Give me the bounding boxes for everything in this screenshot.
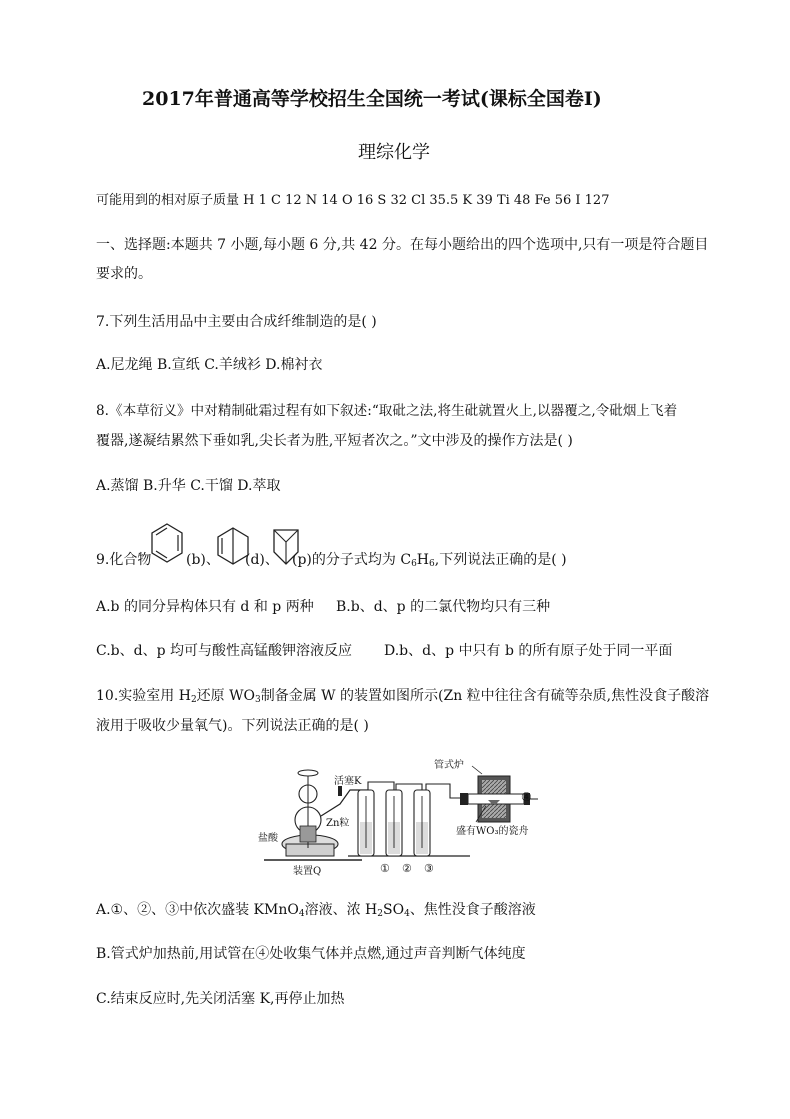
q7-stem: 7.下列生活用品中主要由合成纤维制造的是( ) [96, 314, 377, 330]
q10-option-a-sub3: 4 [404, 909, 410, 919]
apparatus-figure [250, 760, 540, 870]
figure-label-furnace: 管式炉 [434, 760, 464, 771]
figure-label-acid: 盐酸 [258, 833, 278, 844]
q10-option-a-sub2: 2 [377, 909, 383, 919]
atomic-masses: 可能用到的相对原子质量 H 1 C 12 N 14 O 16 S 32 Cl 35.5 K 39 Ti 48 Fe 56 I 127 [96, 193, 610, 208]
q9-suffix: ,下列说法正确的是( ) [434, 552, 567, 568]
q10-stem-line2: 液用于吸收少量氧气)。下列说法正确的是( ) [96, 718, 369, 734]
q8-stem-line2: 覆器,遂凝结累然下垂如乳,尖长者为胜,平短者次之。”文中涉及的操作方法是( ) [96, 433, 573, 449]
figure-label-1: ① [380, 862, 390, 875]
q9-label-b: (b)、 [186, 552, 220, 568]
benzene-structure-b [150, 522, 184, 564]
q10-option-a [96, 899, 536, 919]
q9-label-d: (d)、 [245, 552, 279, 568]
q9-stem [292, 549, 567, 569]
q9-option-c: C.b、d、p 均可与酸性高锰酸钾溶液反应 [96, 643, 352, 659]
q10-option-b: B.管式炉加热前,用试管在④处收集气体并点燃,通过声音判断气体纯度 [96, 946, 526, 962]
figure-label-3: ③ [424, 862, 434, 875]
page-subtitle: 理综化学 [358, 142, 430, 163]
q8-options: A.蒸馏 B.升华 C.干馏 D.萃取 [96, 478, 281, 494]
q9-option-a: A.b 的同分异构体只有 d 和 p 两种 [96, 599, 314, 615]
figure-label-2: ② [402, 862, 412, 875]
q8-stem-line1: 8.《本草衍义》中对精制砒霜过程有如下叙述:“取砒之法,将生砒就置火上,以器覆之,令砒烟上飞着 [96, 403, 678, 419]
page-title: 2017年普通高等学校招生全国统一考试(课标全国卷Ⅰ) [142, 88, 602, 110]
section-intro-line2: 要求的。 [96, 266, 152, 282]
q7-options: A.尼龙绳 B.宣纸 C.羊绒衫 D.棉衬衣 [96, 357, 323, 373]
q9-option-b: B.b、d、p 的二氯代物均只有三种 [336, 599, 551, 615]
q10-option-a-part4: 、焦性没食子酸溶液 [409, 902, 536, 918]
q10-stem-sub2: 3 [255, 695, 261, 705]
figure-label-zn: Zn粒 [326, 818, 350, 829]
q9-formula-h-sub: 6 [429, 559, 435, 569]
q10-stem-line1 [96, 685, 709, 705]
q9-formula-h: H [416, 552, 430, 568]
section-intro-line1: 一、选择题:本题共 7 小题,每小题 6 分,共 42 分。在每小题给出的四个选项中,只有一项是符合题目 [96, 237, 709, 253]
q9-prefix: 9.化合物 [96, 552, 152, 568]
q10-stem-part-a: 10.实验室用 H [96, 688, 191, 704]
figure-label-4: ④ [521, 790, 532, 804]
figure-label-device: 装置Q [293, 866, 322, 877]
figure-label-boat: 盛有WO₃的瓷舟 [456, 826, 529, 837]
q10-option-a-sub1: 4 [298, 909, 305, 919]
q10-option-a-part3: SO [383, 902, 405, 918]
q9-option-d: D.b、d、p 中只有 b 的所有原子处于同一平面 [384, 643, 673, 659]
q10-option-c: C.结束反应时,先关闭活塞 K,再停止加热 [96, 991, 345, 1007]
q10-stem-sub1: 2 [190, 695, 197, 705]
q10-stem-part-c: 制备金属 W 的装置如图所示(Zn 粒中往往含有硫等杂质,焦性没食子酸溶 [260, 688, 710, 704]
q9-label-p: (p)的分子式均为 C [292, 552, 412, 568]
q9-formula-c-sub: 6 [411, 559, 417, 569]
figure-label-valve: 活塞K [334, 776, 362, 787]
q10-option-a-part2: 溶液、浓 H [304, 902, 378, 918]
q10-stem-part-b: 还原 WO [196, 688, 255, 704]
q10-option-a-part1: A.①、②、③中依次盛装 KMnO [96, 902, 299, 918]
